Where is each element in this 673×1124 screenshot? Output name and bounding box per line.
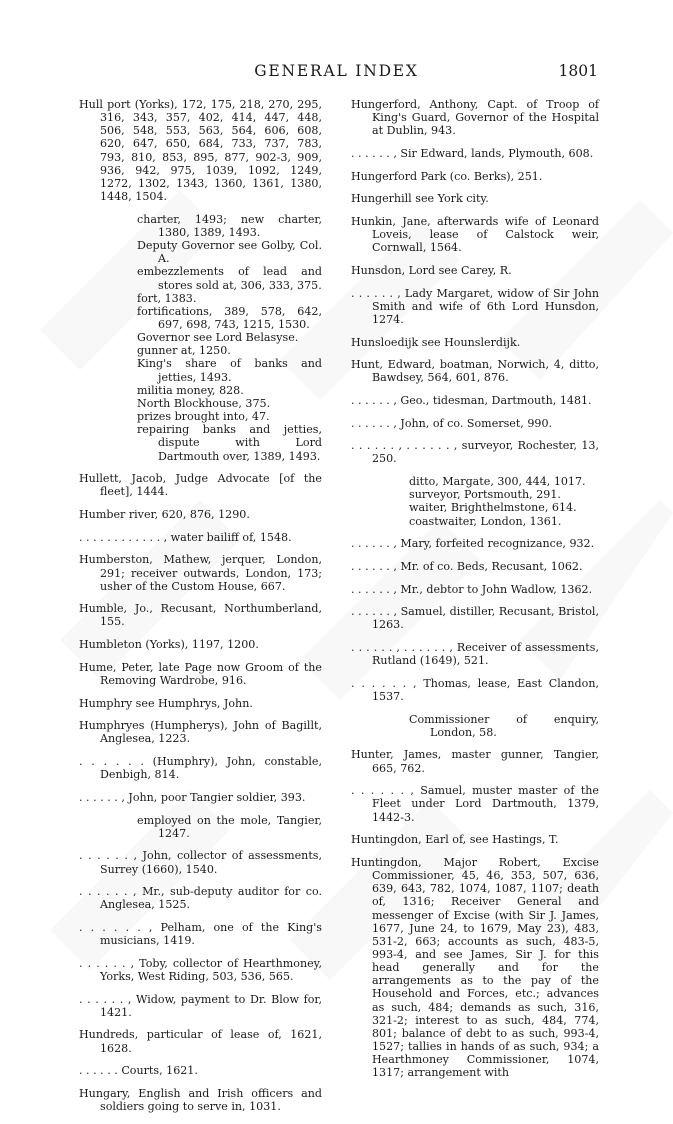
index-entry: Humphry see Humphrys, John.	[79, 696, 253, 710]
index-subentry: embezzlements of lead and stores sold at, 306, 333, 375.	[137, 265, 322, 292]
index-entry: Hungerford Park (co. Berks), 251.	[351, 169, 543, 183]
index-entry: Humphryes (Humpherys), John of Bagillt, Anglesea, 1223.	[79, 719, 322, 746]
index-subentry: fortifications, 389, 578, 642, 697, 698, 743, 1215, 1530.	[137, 304, 322, 331]
index-entry: Hunsdon, Lord see Carey, R.	[351, 263, 512, 277]
index-subentry: coastwaiter, London, 1361.	[409, 514, 562, 528]
index-entry: . . . . . . , John, poor Tangier soldier, 393.	[79, 790, 306, 804]
index-subentry: Governor see Lord Belasyse.	[137, 331, 299, 345]
index-entry: Hull port (Yorks), 172, 175, 218, 270, 295, 316, 343, 357, 402, 414, 447, 448, 506, 548, 553, 563, 564, 606, 608, 620, 647, 650, 684, 733, 737, 783, 793, 810, 853, 895, 877, 902-3, 909, 936, 942, 975, 1039, 1092, 1249, 1272, 1302, 1343, 1360, 1361, 1380, 1448, 1504.	[79, 98, 322, 204]
index-entry: Humbleton (Yorks), 1197, 1200.	[79, 638, 259, 652]
index-entry: Hungerford, Anthony, Capt. of Troop of King's Guard, Governor of the Hospital at Dublin, 943.	[351, 98, 599, 138]
index-entry: Humber river, 620, 876, 1290.	[79, 508, 250, 522]
index-entry: . . . . . . , Sir Edward, lands, Plymouth, 608.	[351, 146, 594, 160]
index-subentry: ditto, Margate, 300, 444, 1017.	[409, 475, 586, 489]
index-entry: . . . . . . , Toby, collector of Hearthmoney, Yorks, West Riding, 503, 536, 565.	[79, 956, 322, 983]
index-entry: Hullett, Jacob, Judge Advocate [of the fleet], 1444.	[79, 472, 322, 499]
index-entry: . . . . . . , . . . . . . , Receiver of assessments, Rutland (1649), 521.	[351, 641, 599, 668]
index-entry: . . . . . . , Lady Margaret, widow of Sir John Smith and wife of 6th Lord Hunsdon, 1274.	[351, 286, 599, 326]
index-entry: Huntingdon, Earl of, see Hastings, T.	[351, 833, 559, 847]
index-entry: Hungary, English and Irish officers and soldiers going to serve in, 1031.	[79, 1086, 322, 1114]
index-entry: Hundreds, particular of lease of, 1621, 1628.	[79, 1028, 322, 1055]
index-subentry: prizes brought into, 47.	[137, 410, 270, 424]
index-entry: . . . . . . , Widow, payment to Dr. Blow for, 1421.	[79, 992, 322, 1019]
index-entry: Hunkin, Jane, afterwards wife of Leonard Loveis, lease of Calstock weir, Cornwall, 1564.	[351, 214, 599, 255]
index-entry: . . . . . . , John, collector of assessments, Surrey (1660), 1540.	[79, 849, 322, 876]
index-subentry: surveyor, Portsmouth, 291.	[409, 488, 561, 502]
index-subentry: employed on the mole, Tangier, 1247.	[137, 813, 322, 840]
index-subentry: charter, 1493; new charter, 1380, 1389, 1493.	[137, 212, 322, 239]
index-entry: . . . . . . , . . . . . . , surveyor, Rochester, 13, 250.	[351, 439, 599, 466]
index-entry: . . . . . . , Mary, forfeited recognizance, 932.	[351, 537, 595, 551]
index-entry: . . . . . . , Samuel, muster master of the Fleet under Lord Dartmouth, 1379, 1442-3.	[351, 784, 599, 824]
index-entry: Hunt, Edward, boatman, Norwich, 4, ditto, Bawdsey, 564, 601, 876.	[351, 358, 599, 385]
index-subentry: King's share of banks and jetties, 1493.	[137, 357, 322, 384]
index-entry: Huntingdon, Major Robert, Excise Commissioner, 45, 46, 353, 507, 636, 639, 643, 782, 1074, 1087, 1107; death of, 1316; Receiver General and messenger of Excise (with Sir J. James, 1677, June 24, to 1679, May 23), 483, 531-2, 663; accounts as such, 483-5, 993-4, and see James, Sir J. for this head generally and for the arrangements as to the pay of the Household and Forces, etc.; advances as such, 484; demands as such, 316, 321-2; interest to as such, 484, 774, 801; balance of debt to as such, 993-4, 1527; tallies in hands of as such, 934; a Hearthmoney Commissioner, 1074, 1317; arrangement with	[351, 855, 599, 1080]
index-entry: Humberston, Mathew, jerquer, London, 291; receiver outwards, London, 173; usher of the Custom House, 667.	[79, 553, 322, 593]
index-entry: . . . . . . , Samuel, distiller, Recusant, Bristol, 1263.	[351, 605, 599, 632]
index-entry: . . . . . . . . . . . . , water bailiff of, 1548.	[79, 530, 292, 544]
index-entry: Hunsloedijk see Hounslerdijk.	[351, 335, 521, 349]
index-entry: . . . . . . , Geo., tidesman, Dartmouth, 1481.	[351, 394, 592, 407]
index-entry: Hungerhill see York city.	[351, 192, 489, 206]
index-entry: . . . . . . (Humphry), John, constable, Denbigh, 814.	[79, 755, 322, 782]
index-entry: . . . . . . , John, of co. Somerset, 990.	[351, 416, 553, 430]
index-entry: Hume, Peter, late Page now Groom of the Removing Wardrobe, 916.	[79, 660, 322, 687]
index-subentry: fort, 1383.	[137, 291, 197, 305]
index-entry: Humble, Jo., Recusant, Northumberland, 155.	[79, 602, 322, 629]
index-subentry: Deputy Governor see Golby, Col. A.	[137, 239, 322, 266]
index-subentry: waiter, Brighthelmstone, 614.	[409, 501, 577, 515]
index-subentry: repairing banks and jetties, dispute with Lord Dartmouth over, 1389, 1493.	[137, 423, 322, 463]
right-index-column	[351, 98, 599, 1089]
index-subentry: militia money, 828.	[137, 383, 244, 397]
index-entry: . . . . . . , Mr., sub-deputy auditor for co. Anglesea, 1525.	[79, 885, 322, 912]
index-entry: . . . . . . , Mr. of co. Beds, Recusant, 1062.	[351, 559, 583, 573]
index-subentry: Commissioner of enquiry, London, 58.	[409, 712, 599, 739]
index-entry: . . . . . . Courts, 1621.	[79, 1064, 198, 1078]
index-entry: . . . . . . , Pelham, one of the King's musicians, 1419.	[79, 920, 322, 948]
index-subentry: North Blockhouse, 375.	[137, 396, 271, 410]
index-entry: . . . . . . , Thomas, lease, East Clandon, 1537.	[351, 676, 599, 703]
index-subentry: gunner at, 1250.	[137, 344, 231, 358]
page-header	[0, 62, 673, 84]
index-entry: Hunter, James, master gunner, Tangier, 665, 762.	[351, 748, 599, 775]
page-number: 1801	[558, 62, 598, 80]
running-title: GENERAL INDEX	[254, 62, 419, 80]
index-entry: . . . . . . , Mr., debtor to John Wadlow, 1362.	[351, 582, 593, 596]
left-index-column	[79, 98, 322, 1123]
